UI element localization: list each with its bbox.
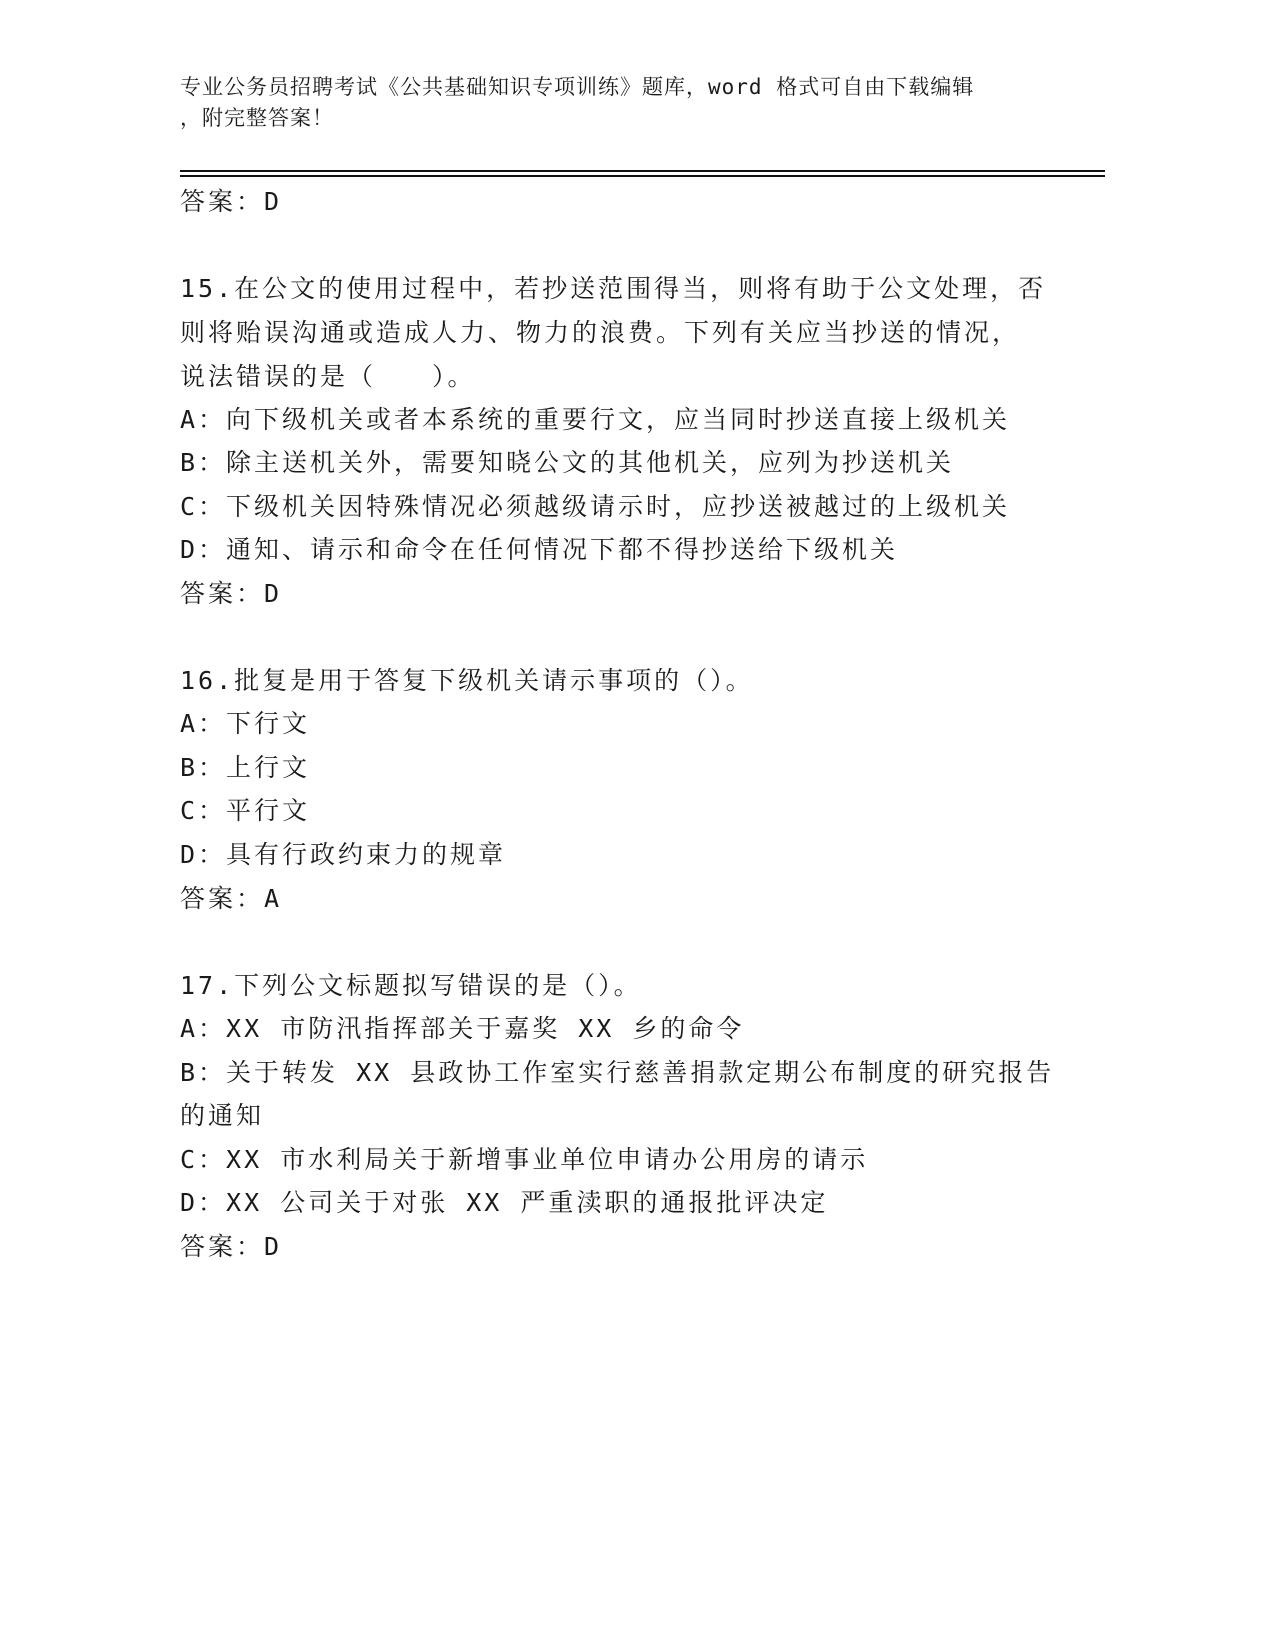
option-d: D：通知、请示和命令在任何情况下都不得抄送给下级机关 [180, 535, 899, 564]
answer-line: 答案：A [180, 884, 283, 913]
question-stem: 则将贻误沟通或造成人力、物力的浪费。下列有关应当抄送的情况， [180, 318, 1021, 347]
option-b: B：关于转发 XX 县政协工作室实行慈善捐款定期公布制度的研究报告 [180, 1058, 1055, 1087]
answer-line: 答案：D [180, 187, 283, 216]
option-a: A：XX 市防汛指挥部关于嘉奖 XX 乡的命令 [180, 1014, 745, 1043]
question-stem: 15.在公文的使用过程中，若抄送范围得当，则将有助于公文处理，否 [180, 274, 1047, 303]
question-stem: 17.下列公文标题拟写错误的是（）。 [180, 971, 642, 1000]
option-b: B：除主送机关外，需要知晓公文的其他机关，应列为抄送机关 [180, 448, 955, 477]
header-line: 专业公务员招聘考试《公共基础知识专项训练》题库，word 格式可自由下载编辑 [180, 75, 975, 99]
header-line: ，附完整答案！ [180, 106, 334, 130]
header-rule [180, 170, 1105, 172]
answer-line: 答案：D [180, 1232, 283, 1261]
question-stem: 16.批复是用于答复下级机关请示事项的（）。 [180, 666, 754, 695]
option-b: B：上行文 [180, 753, 311, 782]
header-rule [180, 175, 1105, 177]
option-d: D：XX 公司关于对张 XX 严重渎职的通报批评决定 [180, 1188, 829, 1217]
option-a: A：向下级机关或者本系统的重要行文，应当同时抄送直接上级机关 [180, 405, 1011, 434]
option-d: D：具有行政约束力的规章 [180, 840, 507, 869]
option-c: C：下级机关因特殊情况必须越级请示时，应抄送被越过的上级机关 [180, 492, 1011, 521]
option-c: C：XX 市水利局关于新增事业单位申请办公用房的请示 [180, 1145, 869, 1174]
option-b-continued: 的通知 [180, 1101, 265, 1130]
answer-line: 答案：D [180, 579, 283, 608]
option-c: C：平行文 [180, 796, 311, 825]
option-a: A：下行文 [180, 709, 311, 738]
question-stem: 说法错误的是（ ）。 [180, 362, 476, 391]
